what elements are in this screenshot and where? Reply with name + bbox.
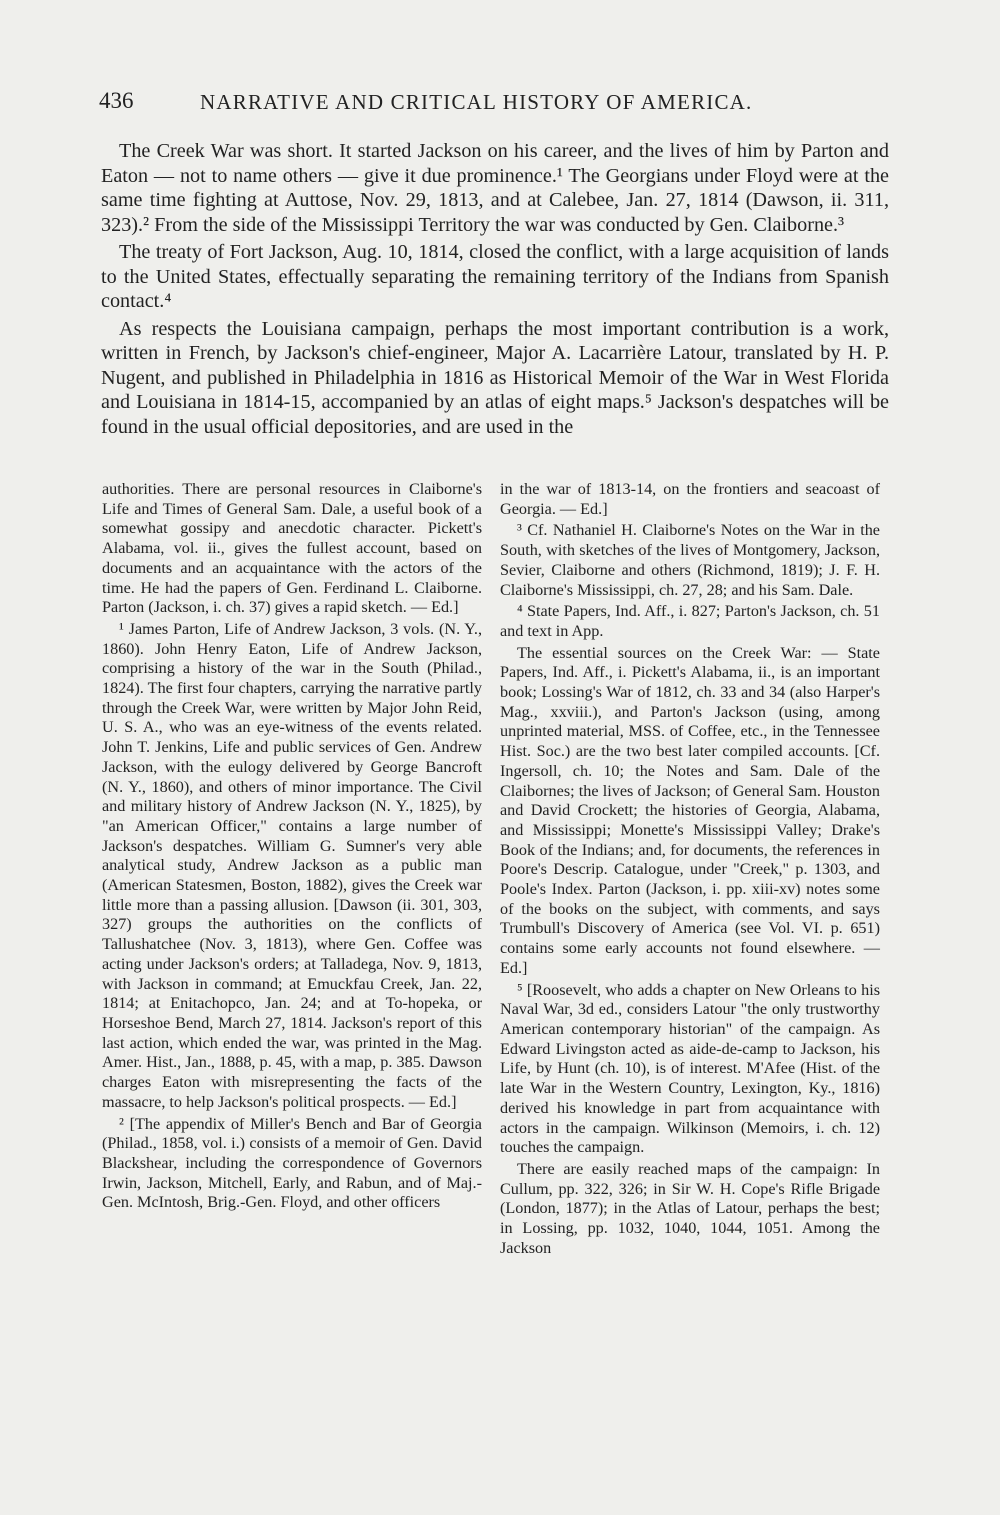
main-paragraph-treaty: The treaty of Fort Jackson, Aug. 10, 1814, closed the conflict, with a large acquisition of lands to the United States, effectually separating the remaining territory of the Indians from Spanish contact.⁴ [101, 241, 889, 312]
main-text [101, 139, 889, 442]
footnote-5-maps: There are easily reached maps of the campaign: In Cullum, pp. 322, 326; in Sir W. H. Cope's Rifle Brigade (London, 1877); in the Atlas of Latour, perhaps the best; in Lossing, pp. 1032, 1040, 1044, 1051. Among the Jackson [500, 1159, 880, 1257]
footnotes-left-column [102, 480, 482, 1215]
running-title: NARRATIVE AND CRITICAL HISTORY OF AMERICA. [200, 90, 753, 114]
footnote-1: ¹ James Parton, Life of Andrew Jackson, 3 vols. (N. Y., 1860). John Henry Eaton, Life of Andrew Jackson, comprising a history of the war in the South (Philad., 1824). The first four chapters, carrying the narrative partly through the Creek War, were written by Major John Reid, U. S. A., who was an eye-witness of the events related. John T. Jenkins, Life and public services of Gen. Andrew Jackson, with the eulogy delivered by George Bancroft (N. Y., 1860), and others of minor importance. The Civil and military history of Andrew Jackson (N. Y., 1825), by "an American Officer," contains a large number of Jackson's despatches. William G. Sumner's very able analytical study, Andrew Jackson as a public man (American Statesmen, Boston, 1882), gives the Creek war little more than a passing allusion. [Dawson (ii. 301, 303, 327) groups the authorities on the conflicts of Tallushatchee (Nov. 3, 1813), where Gen. Coffee was acting under Jackson's orders; at Talladega, Nov. 9, 1813, with Jackson in command; at Emuckfau Creek, Jan. 22, 1814; at Enitachopco, Jan. 24; and at To-hopeka, or Horseshoe Bend, March 27, 1814. Jackson's report of this last action, which ended the war, was printed in the Mag. Amer. Hist., Jan., 1888, p. 45, with a map, p. 385. Dawson charges Eaton with misrepresenting the facts of the massacre, to help Jackson's political prospects. — Ed.] [102, 619, 482, 1111]
running-header [99, 88, 899, 122]
main-paragraph-creek-war: The Creek War was short. It started Jackson on his career, and the lives of him by Parton and Eaton — not to name others — give it due prominence.¹ The Georgians under Floyd were at the same time fighting at Auttose, Nov. 29, 1813, and at Calebee, Jan. 27, 1814 (Dawson, ii. 311, 323).² From the side of the Mississippi Territory the war was conducted by Gen. Claiborne.³ [101, 140, 889, 236]
footnote-continuation: authorities. There are personal resources in Claiborne's Life and Times of General Sam. Dale, a useful book of a somewhat gossipy and anecdotic character. Pickett's Alabama, vol. ii., gives the fullest account, based on documents and an acquaintance with the actors of the time. He had the papers of Gen. Ferdinand L. Claiborne. Parton (Jackson, i. ch. 37) gives a rapid sketch. — Ed.] [102, 480, 482, 617]
page-number: 436 [99, 88, 134, 113]
footnote-3: ³ Cf. Nathaniel H. Claiborne's Notes on the War in the South, with sketches of the lives of Montgomery, Jackson, Sevier, Claiborne and others (Richmond, 1819); J. F. H. Claiborne's Mississippi, ch. 27, 28; and his Sam. Dale. [500, 521, 880, 599]
footnote-4: ⁴ State Papers, Ind. Aff., i. 827; Parton's Jackson, ch. 51 and text in App. [500, 602, 880, 640]
main-paragraph-louisiana: As respects the Louisiana campaign, perhaps the most important contribution is a work, written in French, by Jackson's chief-engineer, Major A. Lacarrière Latour, translated by H. P. Nugent, and published in Philadelphia in 1816 as Historical Memoir of the War in West Florida and Louisiana in 1814-15, accompanied by an atlas of eight maps.⁵ Jackson's despatches will be found in the usual official depositories, and are used in the [101, 317, 889, 438]
footnote-5: ⁵ [Roosevelt, who adds a chapter on New Orleans to his Naval War, 3d ed., considers Latour "the only trustworthy American contemporary historian" of the campaign. As Edward Livingston acted as aide-de-camp to Jackson, his Life, by Hunt (ch. 10), is of interest. M'Afee (Hist. of the late War in the Western Country, Lexington, Ky., 1816) derived his knowledge in part from acquaintance with actors in the campaign. Wilkinson (Memoirs, i. ch. 12) touches the campaign. [500, 980, 880, 1157]
footnote-4-essential-sources: The essential sources on the Creek War: — State Papers, Ind. Aff., i. Pickett's Alabama, ii., is an important book; Lossing's War of 1812, ch. 33 and 34 (also Harper's Mag., xxviii.), and Parton's Jackson (using, among unprinted material, MSS. of Coffee, etc., in the Tennessee Hist. Soc.) are the two best later compiled accounts. [Cf. Ingersoll, ch. 10; the Notes and Sam. Dale of the Claibornes; the lives of Jackson; of General Sam. Houston and David Crockett; the histories of Georgia, Alabama, and Mississippi; Monette's Mississippi Valley; Drake's Book of the Indians; and, for documents, the references in Poore's Descrip. Catalogue, under "Creek," p. 1303, and Poole's Index. Parton (Jackson, i. pp. xiii-xv) notes some of the books on the subject, with comments, and says Trumbull's Discovery of America (see Vol. VI. p. 651) contains some early accounts not found elsewhere. — Ed.] [500, 643, 880, 977]
footnote-2: ² [The appendix of Miller's Bench and Bar of Georgia (Philad., 1858, vol. i.) consists of a memoir of Gen. David Blackshear, including the correspondence of Governors Irwin, Jackson, Mitchell, Early, and Rabun, and of Maj.-Gen. McIntosh, Brig.-Gen. Floyd, and other officers [102, 1114, 482, 1212]
footnote-2-continuation: in the war of 1813-14, on the frontiers and seacoast of Georgia. — Ed.] [500, 480, 880, 518]
footnotes-right-column [500, 480, 880, 1260]
